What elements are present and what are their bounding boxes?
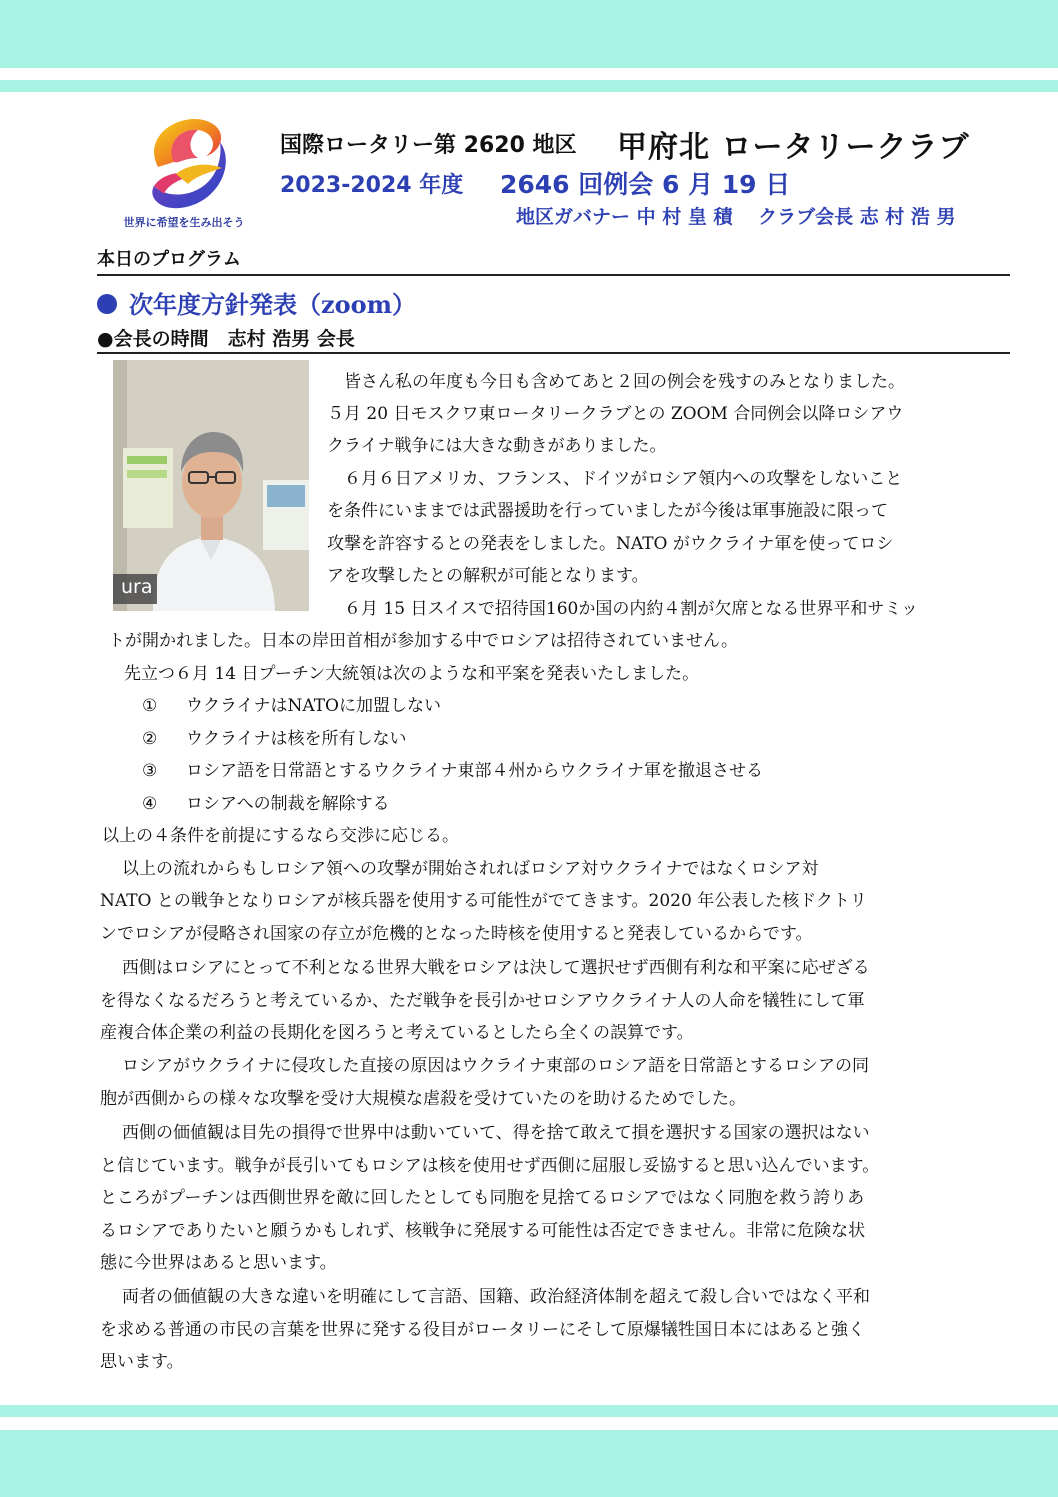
condition-item bbox=[142, 788, 390, 821]
subtitle: ●会長の時間 志村 浩男 会長 bbox=[97, 328, 355, 350]
program-label: 本日のプログラム bbox=[97, 249, 241, 270]
condition-number: ② bbox=[142, 729, 158, 749]
top-band bbox=[0, 0, 1058, 68]
body-line: 西側はロシアにとって不利となる世界大戦をロシアは決して選択せず西側有利な和平案に応ぜざる bbox=[122, 958, 870, 978]
condition-item bbox=[142, 690, 441, 723]
body-line: 態に今世界はあると思います。 bbox=[100, 1253, 337, 1273]
condition-number: ④ bbox=[142, 794, 158, 814]
top-band-stripe bbox=[0, 80, 1058, 92]
body-line: ロシアがウクライナに侵攻した直接の原因はウクライナ東部のロシア語を日常語とするロシアの同 bbox=[122, 1056, 869, 1076]
divider-bottom bbox=[97, 352, 1010, 354]
body-line: トが開かれました。日本の岸田首相が参加する中でロシアは招待されていません。 bbox=[108, 631, 739, 651]
body-line: クライナ戦争には大きな動きがありました。 bbox=[327, 436, 667, 456]
condition-text: ロシアへの制裁を解除する bbox=[186, 794, 390, 814]
club-name: 甲府北 ロータリークラブ bbox=[617, 130, 970, 165]
body-line: を条件にいままでは武器援助を行っていましたが今後は軍事施設に限って bbox=[327, 501, 888, 521]
body-line: 以上の４条件を前提にするなら交渉に応じる。 bbox=[102, 826, 459, 846]
body-line: 皆さん私の年度も今日も含めてあと２回の例会を残すのみとなりました。 bbox=[344, 372, 905, 392]
body-line: 両者の価値観の大きな違いを明確にして言語、国籍、政治経済体制を超えて殺し合いではなく平和 bbox=[122, 1287, 870, 1307]
bottom-band-stripe bbox=[0, 1405, 1058, 1417]
condition-text: ウクライナはNATOに加盟しない bbox=[186, 696, 441, 716]
body-line: 産複合体企業の利益の長期化を図ろうと考えているとしたら全くの誤算です。 bbox=[100, 1023, 694, 1043]
speaker-photo bbox=[113, 360, 309, 611]
bottom-band bbox=[0, 1430, 1058, 1497]
condition-number: ③ bbox=[142, 761, 158, 781]
body-line: を求める普通の市民の言葉を世界に発する役目がロータリーにそして原爆犠牲国日本にはあると強く bbox=[100, 1320, 865, 1340]
body-line: 攻撃を許容するとの発表をしました。NATO がウクライナ軍を使ってロシ bbox=[327, 534, 894, 554]
body-line: 思います。 bbox=[100, 1352, 184, 1372]
condition-item bbox=[142, 755, 763, 788]
body-line: ６月６日アメリカ、フランス、ドイツがロシア領内への攻撃をしないこと bbox=[344, 469, 903, 489]
body-line: 西側の価値観は目先の損得で世界中は動いていて、得を捨て敢えて損を選択する国家の選択はない bbox=[122, 1123, 870, 1143]
bullet-icon bbox=[97, 294, 117, 314]
body-line: ６月 15 日スイスで招待国160か国の内約４割が欠席となる世界平和サミッ bbox=[344, 599, 919, 619]
meeting-info: 2646 回例会 6 月 19 日 bbox=[500, 170, 791, 199]
photo-caption: ura bbox=[121, 576, 153, 598]
body-line: ンでロシアが侵略され国家の存立が危機的となった時核を使用すると発表しているからです。 bbox=[100, 924, 813, 944]
condition-item bbox=[142, 723, 407, 756]
body-line: 先立つ６月 14 日プーチン大統領は次のような和平案を発表いたしました。 bbox=[124, 664, 700, 684]
officers: 地区ガバナー 中 村 皇 積 クラブ会長 志 村 浩 男 bbox=[516, 206, 956, 228]
body-line: ところがプーチンは西側世界を敵に回したとしても同胞を見捨てるロシアではなく同胞を救う誇りあ bbox=[100, 1188, 865, 1208]
body-line: と信じています。戦争が長引いてもロシアは核を使用せず西側に屈服し妥協すると思い込んでいます。 bbox=[100, 1156, 880, 1176]
body-line: を得なくなるだろうと考えているか、ただ戦争を長引かせロシアウクライナ人の人命を犠牲にして軍 bbox=[100, 991, 865, 1011]
body-line: 胞が西側からの様々な攻撃を受け大規模な虐殺を受けていたのを助けるためでした。 bbox=[100, 1089, 746, 1109]
body-line: アを攻撃したとの解釈が可能となります。 bbox=[327, 566, 649, 586]
condition-number: ① bbox=[142, 696, 158, 716]
body-line: ５月 20 日モスクワ東ロータリークラブとの ZOOM 合同例会以降ロシアウ bbox=[327, 404, 904, 424]
body-line: NATO との戦争となりロシアが核兵器を使用する可能性がでてきます。2020 年公表した核ドクトリ bbox=[100, 891, 867, 911]
condition-text: ウクライナは核を所有しない bbox=[186, 729, 407, 749]
logo-tagline: 世界に希望を生み出そう bbox=[123, 216, 245, 229]
rotary-year: 2023-2024 年度 bbox=[280, 173, 464, 198]
condition-text: ロシア語を日常語とするウクライナ東部４州からウクライナ軍を撤退させる bbox=[186, 761, 763, 781]
body-line: るロシアでありたいと願うかもしれず、核戦争に発展する可能性は否定できません。非常に危険な状 bbox=[100, 1221, 866, 1241]
body-line: 以上の流れからもしロシア領への攻撃が開始されればロシア対ウクライナではなくロシア対 bbox=[122, 859, 819, 879]
section-title bbox=[97, 285, 416, 320]
divider-top bbox=[97, 274, 1010, 276]
district-name: 国際ロータリー第 2620 地区 bbox=[280, 133, 577, 158]
section-title-text: 次年度方針発表（zoom） bbox=[129, 290, 417, 319]
